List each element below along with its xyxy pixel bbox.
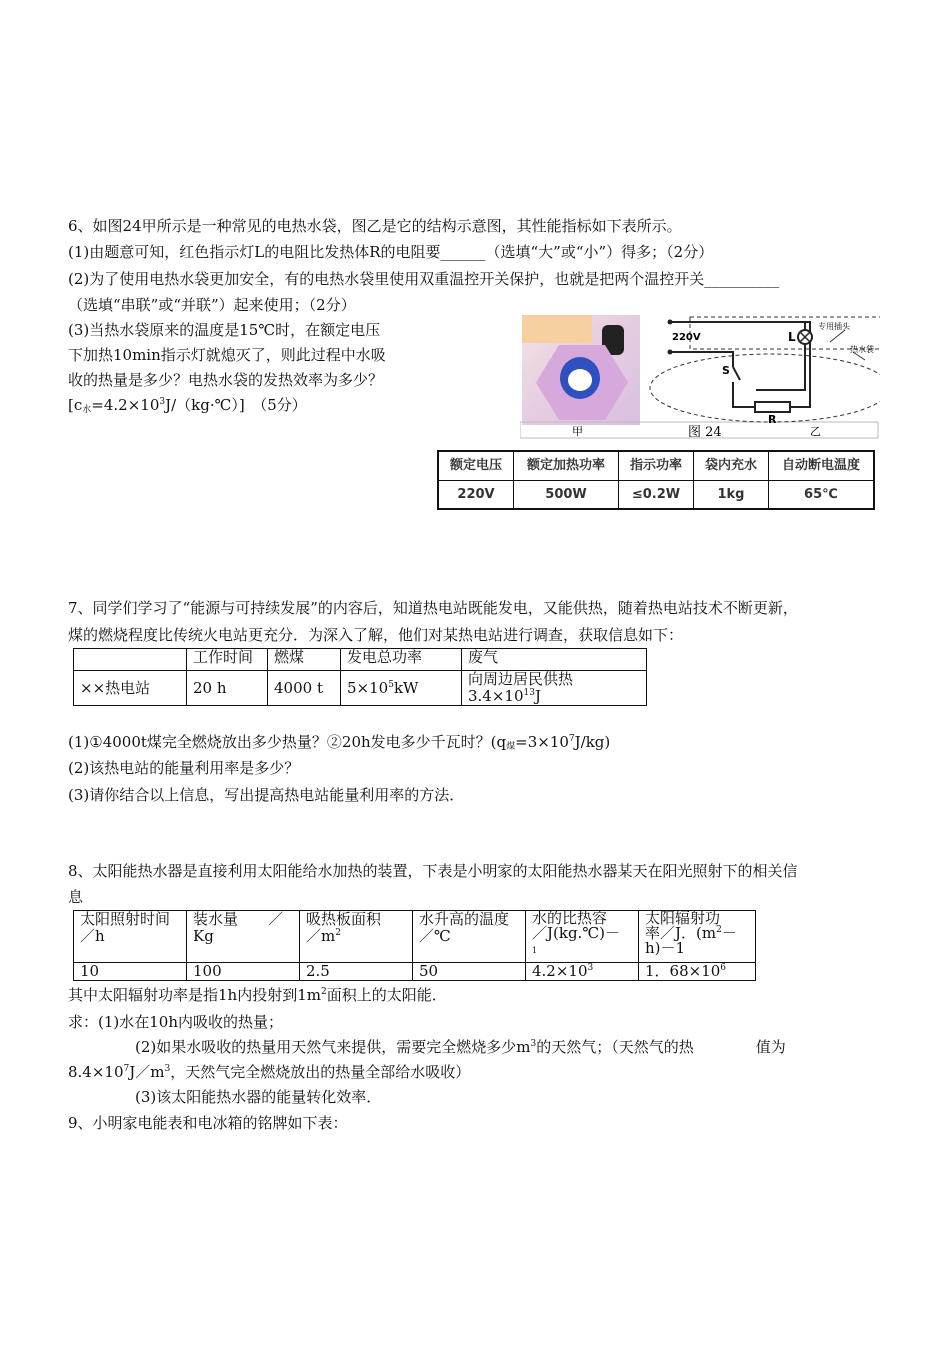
sup: 2 [320, 987, 327, 997]
table-cell [526, 963, 639, 981]
text-part: ／J(kg.℃)－ [532, 924, 620, 942]
sup: 7 [123, 1064, 130, 1074]
table-cell [341, 671, 462, 706]
table-cell: 20 h [187, 671, 268, 706]
text-part: J／m [129, 1063, 165, 1081]
text-part: ／m [306, 927, 336, 945]
q6-part2-cont: （选填“串联”或“并联”）起来使用；（2分） [68, 296, 356, 314]
q7-stem-l1: 7、同学们学习了“能源与可持续发展”的内容后，知道热电站既能发电，又能供热，随着热电站技术不断更新， [68, 599, 798, 617]
table-cell: 额定电压 [438, 451, 514, 480]
q7-part3: (3)请你结合以上信息，写出提高热电站能量利用率的方法． [68, 786, 465, 804]
q8-ask1: 求：(1)水在10h内吸收的热量； [68, 1013, 283, 1031]
q7-part1 [68, 732, 610, 752]
q8-ask2 [135, 1037, 786, 1057]
sub: 煤 [506, 742, 516, 752]
sup: 3 [164, 1064, 171, 1074]
text-part: ，天然气完全燃烧放出的热量全部给水吸收） [170, 1063, 471, 1081]
circuit-diagram [520, 312, 880, 440]
text-part: J/kg) [574, 733, 611, 751]
q6-part1: (1)由题意可知，红色指示灯L的电阻比发热体R的电阻要______（选填“大”或“小”）得多；（2分） [68, 243, 714, 261]
table-cell [639, 963, 756, 981]
formula-part: =4.2×10 [91, 396, 160, 414]
table-cell: 220V [438, 480, 514, 509]
table-cell: 发电总功率 [341, 649, 462, 671]
formula-part: J/（kg·℃）] （5分） [165, 396, 307, 414]
table-cell: 500W [514, 480, 619, 509]
text-part: 吸热板面积 [306, 910, 382, 928]
q6-part3-l2: 下加热10min指示灯就熄灭了，则此过程中水吸 [68, 346, 386, 364]
table-header-row [438, 451, 874, 480]
table-cell [187, 911, 300, 963]
table-cell: 65℃ [768, 480, 874, 509]
q7-part2: (2)该热电站的能量利用率是多少？ [68, 759, 300, 777]
q8-ask2-cont [68, 1062, 470, 1082]
q6-part3-l1: (3)当热水袋原来的温度是15℃时，在额定电压 [68, 321, 381, 339]
q6-stem: 6、如图24甲所示是一种常见的电热水袋，图乙是它的结构示意图，其性能指标如下表所示。 [68, 217, 682, 235]
text-part: =3 [515, 733, 538, 751]
sup: 13 [523, 688, 535, 698]
table-cell: ≤0.2W [619, 480, 694, 509]
text-part: 面积上的太阳能． [326, 986, 447, 1004]
text-part: kW [393, 678, 419, 697]
table-cell: 50 [413, 963, 526, 981]
table-cell: ××热电站 [74, 671, 187, 706]
label-yi: 乙 [810, 425, 821, 438]
q8-ask3: (3)该太阳能热水器的能量转化效率． [135, 1088, 382, 1106]
text-part: 太阳辐射功 [645, 909, 721, 927]
sup: 7 [568, 734, 575, 744]
table-cell [300, 911, 413, 963]
table-cell: 袋内充水 [693, 451, 768, 480]
sup: 2 [335, 928, 341, 938]
text-part: 5×10 [347, 678, 389, 697]
q8-stem-l2: 息 [68, 888, 84, 906]
resistor-icon [755, 402, 790, 412]
text-part: h)－1 [645, 939, 686, 957]
table-cell [526, 911, 639, 963]
q6-part3-l3: 收的热量是多少？电热水袋的发热效率为多少？ [68, 371, 384, 389]
table-cell: 燃煤 [268, 649, 341, 671]
table-cell: 指示功率 [619, 451, 694, 480]
table-cell: 自动断电温度 [768, 451, 874, 480]
table-cell: 太阳照射时间／h [74, 911, 187, 963]
text-part: 1．68×10 [645, 962, 721, 980]
switch-icon [733, 367, 740, 380]
text-part: (2)如果水吸收的热量用天然气来提供，需要完全燃烧多少m [135, 1038, 531, 1056]
text-part: － [721, 924, 737, 942]
text-part: Kg [193, 927, 214, 945]
q8-note [68, 985, 447, 1005]
q6-part3-formula [68, 395, 307, 415]
bag-label: 热水袋 [850, 345, 874, 354]
table-cell: 2.5 [300, 963, 413, 981]
figure-caption: 图 24 [688, 425, 722, 440]
text-part: ×10 [537, 733, 569, 751]
q8-stem-l1: 8、太阳能热水器是直接利用太阳能给水加热的装置，下表是小明家的太阳能热水器某天在阳光照射下的相关信 [68, 862, 798, 880]
formula-part: [c [68, 396, 83, 414]
text-part: 其中太阳辐射功率是指1h内投射到1m [68, 986, 321, 1004]
lamp-label: L [788, 330, 796, 344]
table-header-row [74, 649, 647, 671]
voltage-label: 220V [672, 332, 701, 343]
plug-label: 专用插头 [818, 322, 850, 331]
label-jia: 甲 [572, 425, 583, 438]
text-part: (1)①4000t煤完全燃烧放出多少热量？②20h发电多少千瓦时？(q [68, 733, 507, 751]
text-part: 3.4×10 [468, 687, 524, 705]
table-cell: 100 [187, 963, 300, 981]
text-part: 向周边居民供热 [468, 670, 574, 688]
q7-table [73, 648, 647, 706]
text-part: J [534, 687, 541, 705]
table-cell: 水升高的温度／℃ [413, 911, 526, 963]
text-part: 8.4×10 [68, 1063, 124, 1081]
table-row [438, 480, 874, 509]
q9-stem: 9、小明家电能表和电冰箱的铭牌如下表： [68, 1114, 348, 1132]
table-row [74, 671, 647, 706]
text-part: 水的比热容 [532, 909, 608, 927]
text-part: 值为 [755, 1038, 786, 1056]
table-cell: 1kg [693, 480, 768, 509]
table-cell: 额定加热功率 [514, 451, 619, 480]
table-row [74, 963, 756, 981]
table-cell: 10 [74, 963, 187, 981]
resistor-label: R [768, 413, 777, 426]
table-cell [462, 671, 647, 706]
table-cell: 工作时间 [187, 649, 268, 671]
sup: 3 [530, 1039, 537, 1049]
table-cell [639, 911, 756, 963]
sup: 5 [388, 679, 394, 690]
formula-sub: 水 [82, 405, 92, 415]
text-part: 率／J．(m [645, 924, 717, 942]
table-header-row [74, 911, 756, 963]
q6-spec-table [437, 450, 875, 510]
q7-stem-l2: 煤的燃烧程度比传统火电站更充分．为深入了解，他们对某热电站进行调查，获取信息如下： [68, 626, 684, 644]
text-part: 4.2×10 [532, 962, 588, 980]
table-cell: 4000 t [268, 671, 341, 706]
text-part: 1 [532, 946, 538, 955]
sup: 3 [587, 963, 594, 973]
sup: 2 [716, 925, 722, 935]
formula-sup: 3 [159, 397, 166, 407]
q6-part2: (2)为了使用电热水袋更加安全，有的电热水袋里使用双重温控开关保护，也就是把两个温控开关__________ [68, 270, 780, 288]
table-cell [74, 649, 187, 671]
sup: 6 [720, 963, 727, 973]
q8-table [73, 910, 756, 981]
switch-label: S [722, 364, 730, 377]
table-cell: 废气 [462, 649, 647, 671]
text-part: 的天然气；（天然气的热 [536, 1038, 694, 1056]
text-part: 装水量 ／ [193, 910, 284, 928]
